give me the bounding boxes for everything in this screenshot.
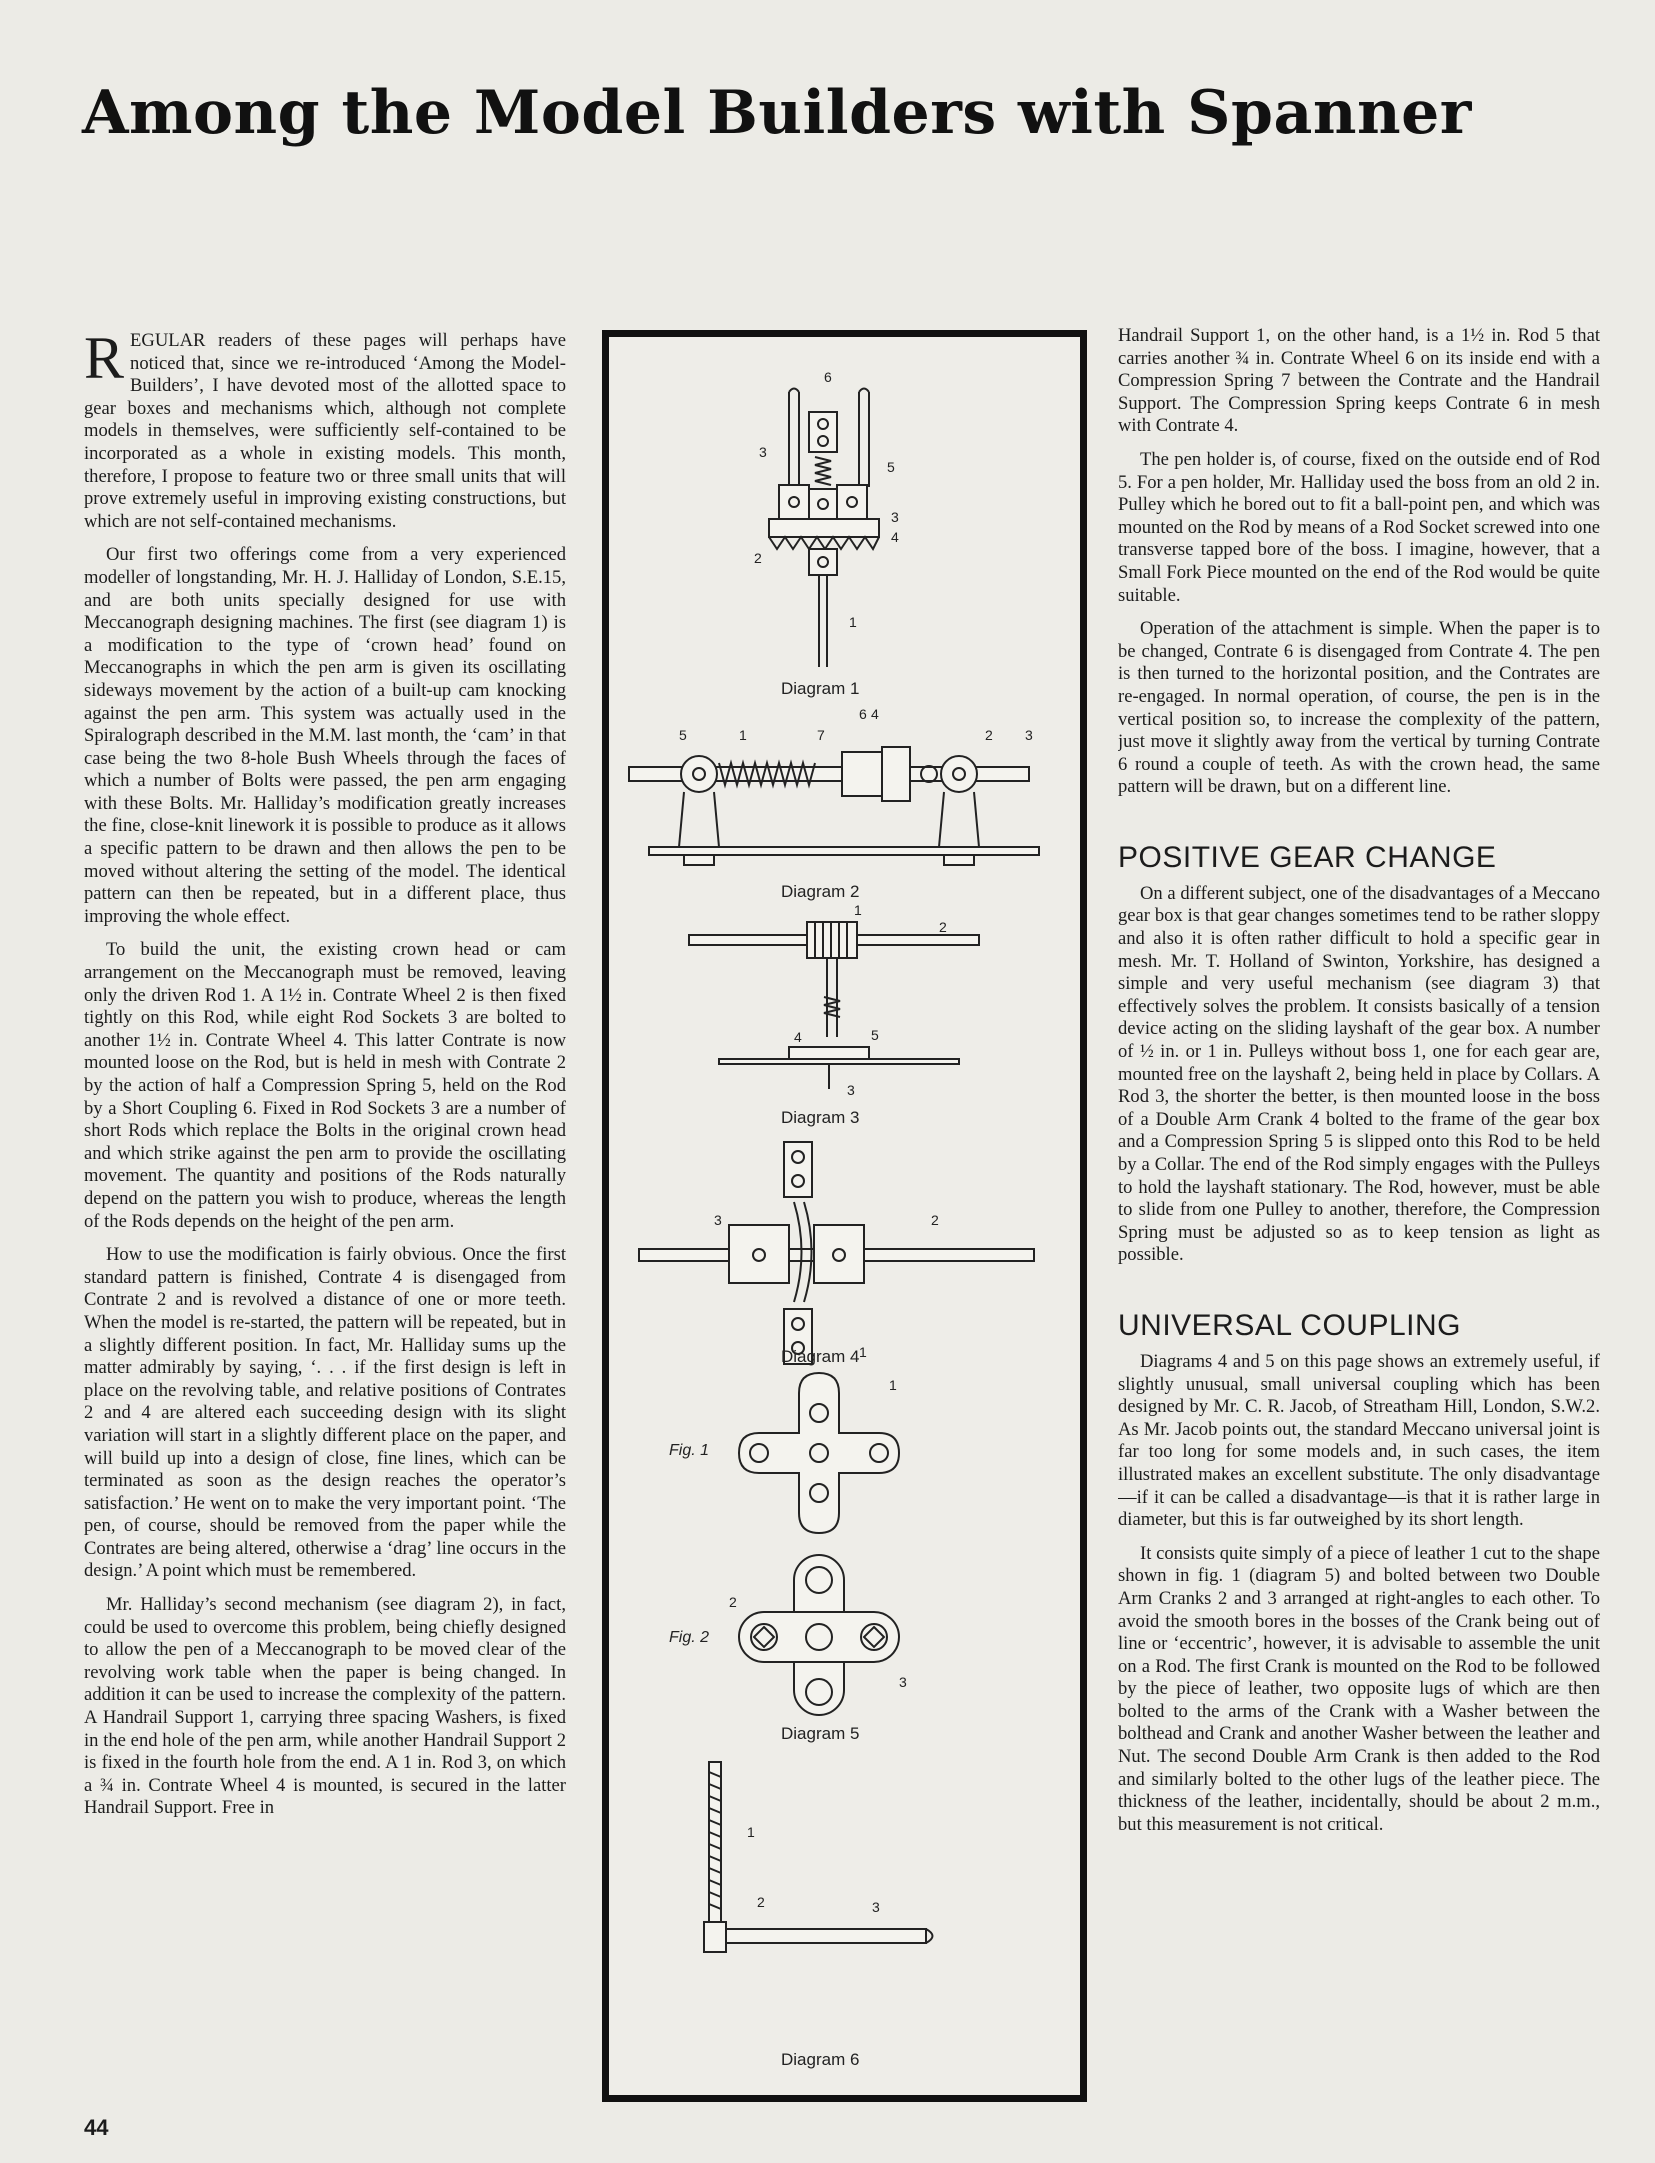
diagram-5-label: 2	[729, 1594, 737, 1610]
diagram-1-label: 1	[849, 614, 857, 630]
paragraph: Handrail Support 1, on the other hand, is a 1½ in. Rod 5 that carries another ¾ in. Contrate Wheel 6 on its inside end with a Compression Spring 7 between the Contrate and the Handrail Support. The Compression Spring keeps Contrate 6 in mesh with Contrate 4.	[1118, 325, 1600, 437]
diagram-3-label: 2	[939, 919, 947, 935]
diagram-3-label: 5	[871, 1027, 879, 1043]
page-title: Among the Model Builders with Spanner	[82, 78, 1472, 148]
diagram-3-drawing	[689, 902, 979, 1127]
section-heading-gear-change: POSITIVE GEAR CHANGE	[1118, 840, 1497, 874]
diagram-2-label: 1	[739, 727, 747, 743]
diagram-2-label: 4	[871, 706, 879, 722]
diagram-1-label: 4	[891, 529, 899, 545]
diagram-6-label: 1	[747, 1824, 755, 1840]
diagram-3-label: 3	[847, 1082, 855, 1098]
intro-paragraph	[84, 330, 566, 533]
diagram-2-label: 6	[859, 706, 867, 722]
diagram-3-label: 1	[854, 902, 862, 918]
right-column	[1118, 325, 1600, 2095]
paragraph: Our first two offerings come from a very experienced modeller of longstanding, Mr. H. J. Halliday of London, S.E.15, and are both units specially designed for use with Meccanograph designing machines. The first (see diagram 1) is a modification to the type of ‘crown head’ found on Meccanographs in which the pen arm is given its oscillating sideways movement by the action of a built-up cam knocking against the pen arm. This system was actually used in the Spiralograph described in the M.M. last month, the ‘cam’ in that case being the two 8-hole Bush Wheels through the faces of which a number of Bolts were passed, the pen arm engaging with these Bolts. Mr. Halliday’s modification greatly increases the fine, close-knit linework it is possible to produce as it allows a specific pattern to be drawn and then allows the pen to be moved without altering the setting of the model. The identical pattern can then be repeated, but in a different place, thus improving the whole effect.	[84, 544, 566, 927]
diagram-1-label: 2	[754, 550, 762, 566]
paragraph: How to use the modification is fairly obvious. Once the first standard pattern is finished, Contrate 4 is disengaged from Contrate 2 and is revolved a distance of one or more teeth. When the model is re-started, the pattern will be repeated, but in a slightly different position. In fact, Mr. Halliday sums up the matter admirably by saying, ‘. . . if the first design is left in place on the revolving table, and relative positions of Contrates 2 and 4 are altered each succeeding design with its slight variation will start in a slightly different place on the paper, and will build up into a design of close, fine lines, which can be terminated as soon as the design reaches the operator’s satisfaction.’ He went on to make the very important point. ‘The pen, of course, should be removed from the paper while the Contrates are being altered, otherwise a ‘drag’ line occurs in the design.’ A point which must be remembered.	[84, 1244, 566, 1582]
diagram-2-drawing	[629, 706, 1039, 901]
diagram-2-label: 2	[985, 727, 993, 743]
diagram-4-label: 2	[931, 1212, 939, 1228]
diagram-6-drawing	[704, 1762, 933, 2069]
paragraph: It consists quite simply of a piece of leather 1 cut to the shape shown in fig. 1 (diagram 5) and bolted between two Double Arm Cranks 2 and 3 arranged at right-angles to each other. To avoid the smooth bores in the bosses of the Crank being out of line or ‘eccentric’, however, it is advisable to assemble the unit on a Rod. The first Crank is mounted on the Rod to be followed by the piece of leather, two opposite lugs of which are then bolted to the arms of the Crank with a Washer between the bolthead and Crank and another Washer between the leather and Nut. The second Double Arm Crank is then added to the Rod and similarly bolted to the other lugs of the leather piece. The thickness of the leather, incidentally, should be about 2 m.m., but this measurement is not critical.	[1118, 1542, 1600, 1835]
diagram-1-label: 3	[891, 509, 899, 525]
diagram-1-label: 6	[824, 369, 832, 385]
diagram-1-caption: Diagram 1	[781, 679, 860, 698]
intro-text: EGULAR readers of these pages will perhaps have noticed that, since we re-introduced ‘Among the Model-Builders’, I have devoted most of the allotted space to gear boxes and mechanisms which, although not complete models in themselves, were sufficiently self-contained to be incorporated as a whole in existing models. This month, therefore, I propose to feature two or three small units that will prove extremely useful in improving existing constructions, but which are not self-contained mechanisms.	[84, 330, 566, 532]
fig-1-label: Fig. 1	[669, 1442, 710, 1459]
diagram-1-drawing	[754, 369, 899, 698]
diagram-5-label: 1	[889, 1377, 897, 1393]
paragraph: Diagrams 4 and 5 on this page shows an extremely useful, if slightly unusual, small universal coupling which has been designed by Mr. C. R. Jacob, of Streatham Hill, London, S.W.2. As Mr. Jacob points out, the standard Meccano universal joint is far too long for some models and, in such cases, the item illustrated makes an excellent substitute. The only disadvantage—if it can be called a disadvantage—is that it is rather large in diameter, but this is far outweighed by its short length.	[1118, 1350, 1600, 1531]
diagram-3-caption: Diagram 3	[781, 1108, 860, 1127]
diagram-1-label: 3	[759, 444, 767, 460]
drop-cap: R	[84, 330, 125, 391]
diagram-6-caption: Diagram 6	[781, 2050, 860, 2069]
paragraph: On a different subject, one of the disadvantages of a Meccano gear box is that gear changes sometimes tend to be rather sloppy and also it is often rather difficult to hold a specific gear in mesh. Mr. T. Holland of Swinton, Yorkshire, has designed a simple and very useful mechanism (see diagram 3) that effectively solves the problem. It consists basically of a tension device acting on the sliding layshaft of the gear box. A number of ½ in. or 1 in. Pulleys without boss 1, one for each gear are, mounted free on the layshaft 2, being held in place by Collars. A Rod 3, the shorter the better, is then mounted loose in the boss of a Double Arm Crank 4 bolted to the frame of the gear box and a Compression Spring 5 is slipped onto this Rod to be held by a Collar. The end of the Rod simply engages with the Pulleys to hold the layshaft stationary. The Rod, however, must be able to slide from one Pulley to another, therefore, the Compression Spring must be adjusted so as to keep tension as light as possible.	[1118, 882, 1600, 1266]
diagram-2-label: 5	[679, 727, 687, 743]
left-column	[84, 330, 566, 2090]
paragraph: The pen holder is, of course, fixed on the outside end of Rod 5. For a pen holder, Mr. Halliday used the boss from an old 2 in. Pulley which he bored out to fit a ball-point pen, and which was mounted on the Rod by means of a Rod Socket screwed into one transverse tapped bore of the boss. I imagine, however, that a Small Fork Piece mounted on the end of the Rod would be quite suitable.	[1118, 448, 1600, 606]
diagram-3-label: 4	[794, 1029, 802, 1045]
diagram-4-label: 1	[859, 1344, 867, 1360]
diagram-6-label: 2	[757, 1894, 765, 1910]
paragraph: Operation of the attachment is simple. When the paper is to be changed, Contrate 6 is disengaged from Contrate 4. The pen is then turned to the horizontal position, and the Contrates are re-engaged. In normal operation, of course, the pen is in the vertical position so, to increase the complexity of the pattern, just move it slightly away from the vertical by turning Contrate 6 round a couple of teeth. As with the crown head, the same pattern will be drawn, but on a different line.	[1118, 618, 1600, 798]
fig-2-label: Fig. 2	[669, 1629, 710, 1646]
diagram-5-caption: Diagram 5	[781, 1724, 860, 1743]
diagram-6-label: 3	[872, 1899, 880, 1915]
paragraph: Mr. Halliday’s second mechanism (see diagram 2), in fact, could be used to overcome this problem, being chiefly designed to allow the pen of a Meccanograph to be moved clear of the revolving work table when the paper is being changed. In addition it can be used to increase the complexity of the pattern. A Handrail Support 1, carrying three spacing Washers, is fixed in the end hole of the pen arm, while another Handrail Support 2 is fixed in the fourth hole from the end. A 1 in. Rod 3, on which a ¾ in. Contrate Wheel 4 is mounted, is secured in the latter Handrail Support. Free in	[84, 1594, 566, 1819]
paragraph: To build the unit, the existing crown head or cam arrangement on the Meccanograph must be removed, leaving only the driven Rod 1. A 1½ in. Contrate Wheel 2 is then fixed tightly on this Rod, while eight Rod Sockets 3 are bolted to another 1½ in. Contrate Wheel 4. This latter Contrate is now mounted loose on the Rod, but is held in mesh with Contrate 2 by the action of half a Compression Spring 5, held on the Rod by a Short Coupling 6. Fixed in Rod Sockets 3 are a number of short Rods which replace the Bolts in the original crown head and which strike against the pen arm to provide the oscillating movement. The quantity and positions of the Rods naturally depend on the pattern you wish to produce, whereas the length of the Rods depends on the height of the pen arm.	[84, 939, 566, 1232]
figure-panel	[602, 330, 1087, 2102]
page-number: 44	[84, 2115, 109, 2140]
diagram-2-label: 7	[817, 727, 825, 743]
diagram-5-drawing	[669, 1373, 907, 1743]
section-heading-universal-coupling: UNIVERSAL COUPLING	[1118, 1308, 1461, 1342]
diagram-2-caption: Diagram 2	[781, 882, 860, 901]
diagram-2-label: 3	[1025, 727, 1033, 743]
diagram-4-caption: Diagram 4	[781, 1347, 860, 1366]
diagram-5-label: 3	[899, 1674, 907, 1690]
diagram-4-label: 3	[714, 1212, 722, 1228]
diagrams-illustration	[609, 337, 1080, 2095]
diagram-4-drawing	[639, 1142, 1034, 1366]
diagram-1-label: 5	[887, 459, 895, 475]
